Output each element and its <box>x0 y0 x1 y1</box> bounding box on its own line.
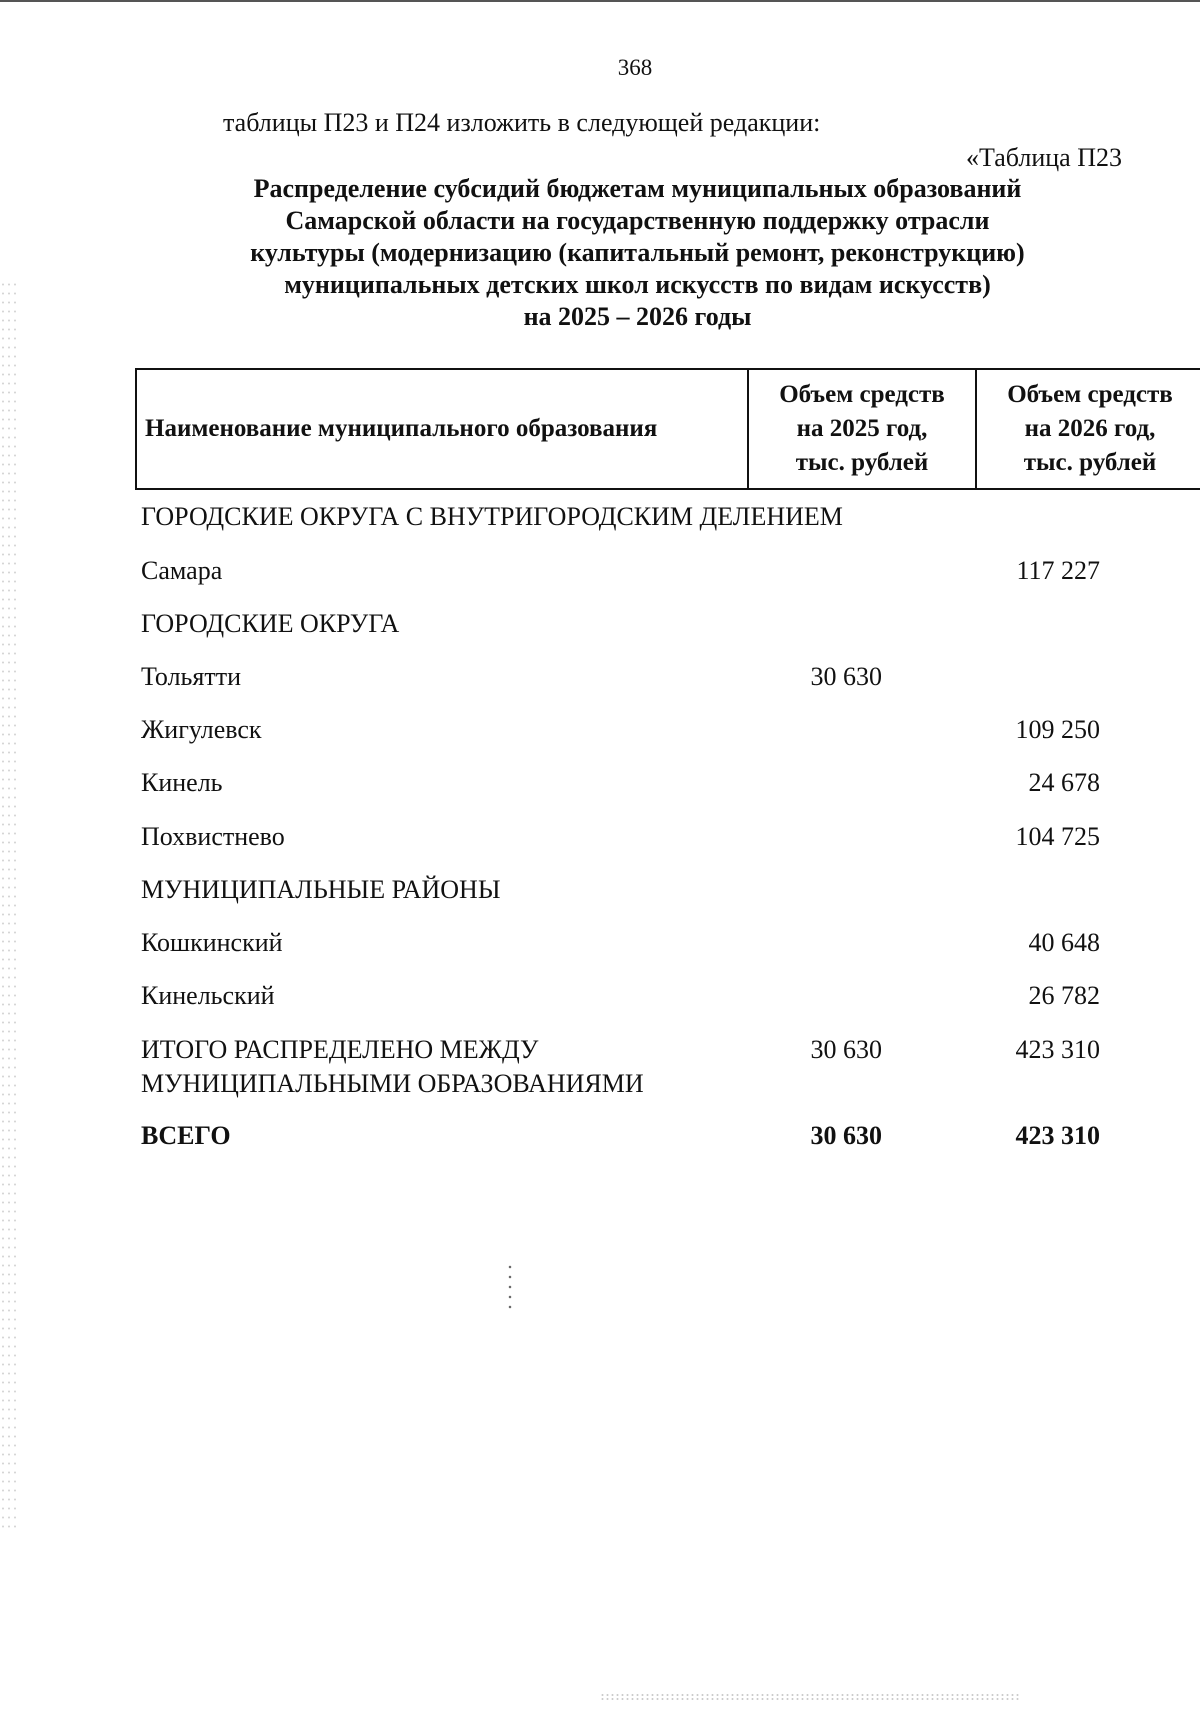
value-2025: 30 630 <box>810 662 882 691</box>
document-title <box>170 173 1105 333</box>
title-line: Распределение субсидий бюджетам муниципальных образований <box>253 174 1022 203</box>
title-line: на 2025 – 2026 годы <box>523 302 752 331</box>
scan-artifact-dots <box>508 1262 512 1312</box>
table-reference: «Таблица П23 <box>966 143 1122 172</box>
table-row <box>0 820 1200 860</box>
value-2026: 117 227 <box>1016 556 1100 585</box>
row-name: Тольятти <box>141 662 242 691</box>
top-border-line <box>0 0 1200 2</box>
table-header <box>135 368 1200 490</box>
value-2025: 30 630 <box>810 1035 882 1064</box>
title-line: муниципальных детских школ искусств по видам искусств) <box>284 270 991 299</box>
value-2025: 30 630 <box>810 1121 882 1150</box>
header-2026-line: на 2026 год, <box>1024 415 1156 442</box>
value-2026: 104 725 <box>1015 822 1100 851</box>
value-2026: 109 250 <box>1015 715 1100 744</box>
table-row <box>0 926 1200 966</box>
table-row <box>0 766 1200 806</box>
table-row <box>0 554 1200 594</box>
row-name-line: ИТОГО РАСПРЕДЕЛЕНО МЕЖДУ <box>141 1035 539 1064</box>
table-row <box>0 979 1200 1019</box>
row-name: ГОРОДСКИЕ ОКРУГА С ВНУТРИГОРОДСКИМ ДЕЛЕНИЕМ <box>141 502 843 531</box>
subtotal-row <box>0 1033 1200 1103</box>
row-name-line: МУНИЦИПАЛЬНЫМИ ОБРАЗОВАНИЯМИ <box>141 1069 644 1098</box>
title-line: культуры (модернизацию (капитальный ремонт, реконструкцию) <box>250 238 1025 267</box>
row-name: ГОРОДСКИЕ ОКРУГА <box>141 609 400 638</box>
header-2026 <box>976 369 1200 489</box>
row-name: Самара <box>141 556 223 585</box>
header-2025-line: тыс. рублей <box>795 449 929 476</box>
header-name: Наименование муниципального образования <box>136 369 748 489</box>
table-row <box>0 713 1200 753</box>
header-2025-line: на 2025 год, <box>796 415 928 442</box>
row-name: Кинель <box>141 768 223 797</box>
row-name: Кошкинский <box>141 928 283 957</box>
total-row <box>0 1119 1200 1159</box>
header-2026-line: тыс. рублей <box>1023 449 1157 476</box>
value-2026: 26 782 <box>1028 981 1100 1010</box>
row-name: Похвистнево <box>141 822 285 851</box>
row-name <box>141 1033 644 1101</box>
section-row <box>0 873 1200 913</box>
scan-bottom-noise <box>600 1693 1020 1701</box>
section-row <box>0 607 1200 647</box>
row-name: ВСЕГО <box>141 1121 231 1150</box>
table-row <box>0 660 1200 700</box>
title-line: Самарской области на государственную поддержку отрасли <box>285 206 990 235</box>
value-2026: 24 678 <box>1028 768 1100 797</box>
row-name: МУНИЦИПАЛЬНЫЕ РАЙОНЫ <box>141 875 501 904</box>
row-name: Жигулевск <box>141 715 262 744</box>
page-number: 368 <box>617 55 653 80</box>
header-2025 <box>748 369 976 489</box>
row-name: Кинельский <box>141 981 275 1010</box>
intro-text: таблицы П23 и П24 изложить в следующей редакции: <box>223 108 821 137</box>
value-2026: 423 310 <box>1015 1121 1100 1150</box>
section-row <box>0 500 1200 540</box>
header-2025-line: Объем средств <box>779 381 945 408</box>
value-2026: 423 310 <box>1015 1035 1100 1064</box>
value-2026: 40 648 <box>1028 928 1100 957</box>
header-2026-line: Объем средств <box>1007 381 1173 408</box>
header-row <box>136 369 1200 489</box>
